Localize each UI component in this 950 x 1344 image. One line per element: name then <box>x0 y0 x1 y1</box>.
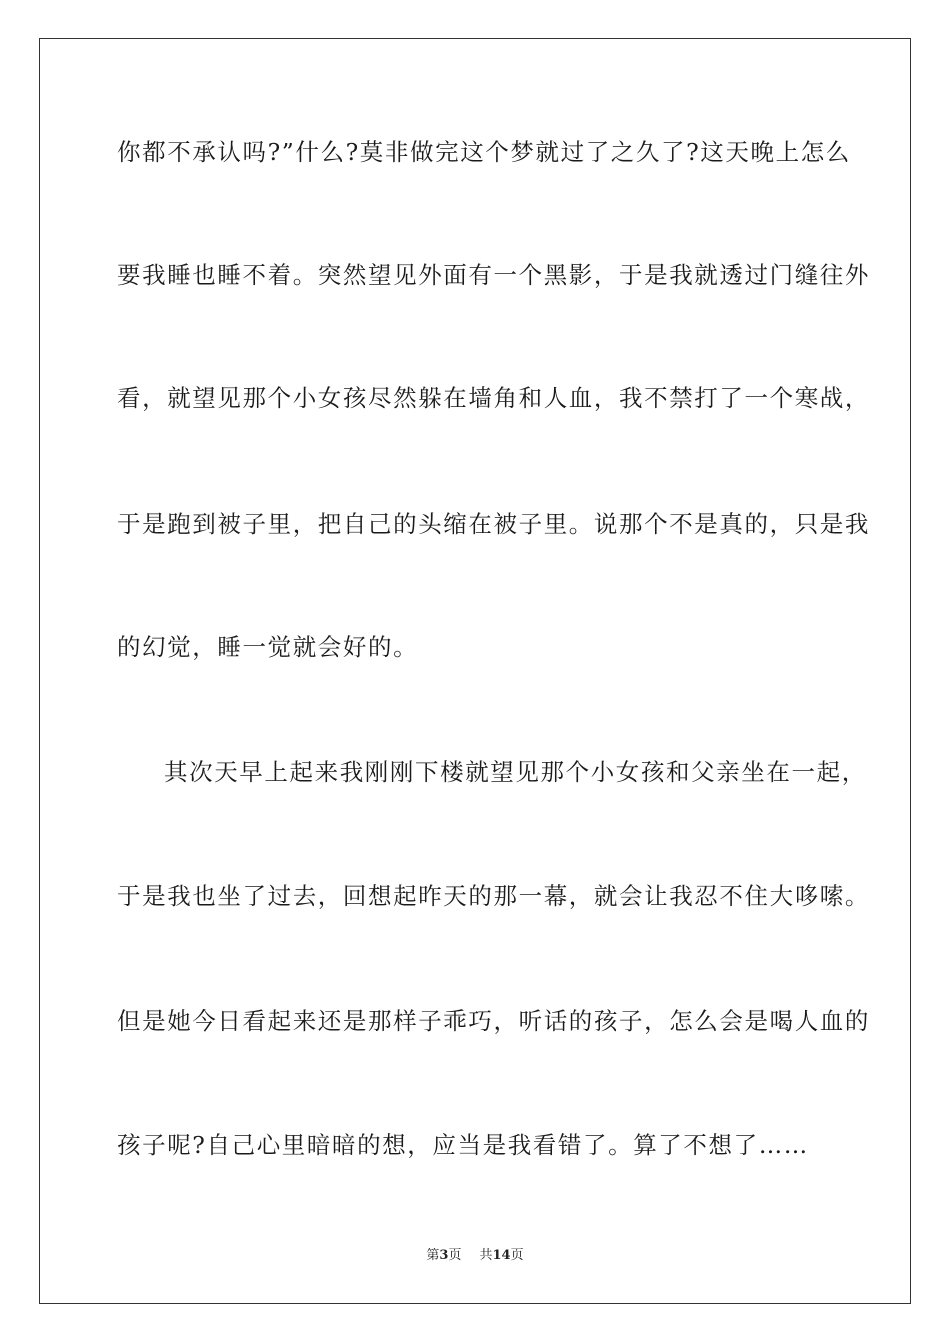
body-line-5: 的幻觉，睡一觉就会好的。 <box>117 633 419 661</box>
footer-page-suffix: 页 <box>448 1248 462 1263</box>
footer-page-number: 3 <box>439 1248 449 1263</box>
footer-page-prefix: 第 <box>426 1248 440 1263</box>
footer-total-suffix: 页 <box>510 1248 524 1263</box>
body-line-4: 于是跑到被子里，把自己的头缩在被子里。说那个不是真的，只是我 <box>117 510 870 538</box>
body-line-3: 看，就望见那个小女孩尽然躲在墙角和人血，我不禁打了一个寒战， <box>117 384 870 412</box>
footer-total-pages: 14 <box>492 1248 511 1263</box>
body-line-1: 你都不承认吗?”什么?莫非做完这个梦就过了之久了?这天晚上怎么 <box>117 138 851 166</box>
body-line-9: 孩子呢?自己心里暗暗的想，应当是我看错了。算了不想了…… <box>117 1131 809 1159</box>
body-line-8: 但是她今日看起来还是那样子乖巧，听话的孩子，怎么会是喝人血的 <box>117 1007 870 1035</box>
body-line-6: 其次天早上起来我刚刚下楼就望见那个小女孩和父亲坐在一起， <box>164 758 867 786</box>
page-border <box>39 38 911 1304</box>
body-line-2: 要我睡也睡不着。突然望见外面有一个黑影，于是我就透过门缝往外 <box>117 261 870 289</box>
footer-total-prefix: 共 <box>479 1248 493 1263</box>
body-line-7: 于是我也坐了过去，回想起昨天的那一幕，就会让我忍不住大哆嗦。 <box>117 882 870 910</box>
page-footer <box>0 1247 950 1265</box>
